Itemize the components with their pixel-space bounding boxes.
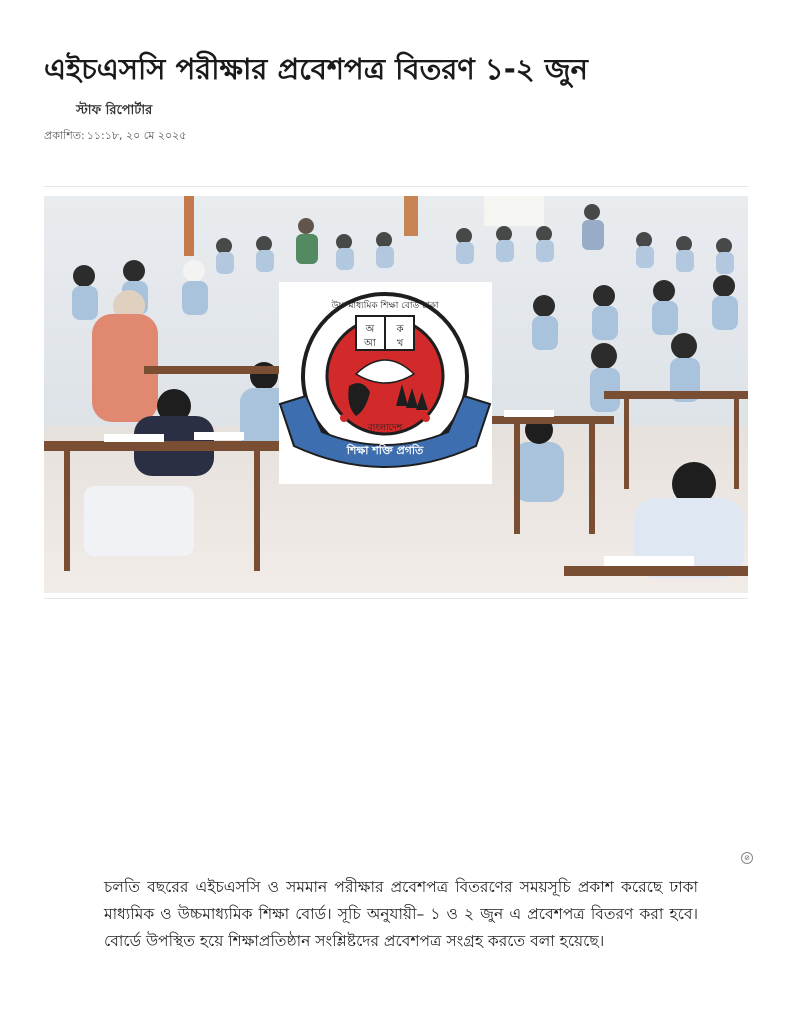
article-body: চলতি বছরের এইচএসসি ও সমমান পরীক্ষার প্রবেশপত্র বিতরণের সময়সূচি প্রকাশ করেছে ঢাকা মাধ্যমিক ও উচ্চমাধ্যমিক শিক্ষা বোর্ড। সূচি অনুযায়ী– ১ ও ২ জুন এ প্রবেশপত্র বিতরণ করা হবে। বোর্ডে উপস্থিত হয়ে শিক্ষাপ্রতিষ্ঠান সংশ্লিষ্টদের প্রবেশপত্র সংগ্রহ করতে বলা হয়েছে। <box>104 878 698 950</box>
byline <box>44 100 152 122</box>
adchoices-icon[interactable]: ⊘ <box>741 852 753 864</box>
ad-slot <box>44 610 748 850</box>
reporter-avatar-icon <box>44 100 66 122</box>
reporter-name[interactable]: স্টাফ রিপোর্টার <box>76 102 153 118</box>
article-headline: এইচএসসি পরীক্ষার প্রবেশপত্র বিতরণ ১-২ জুন <box>44 52 588 86</box>
logo-ring-text: উচ্চ মাধ্যমিক শিক্ষা বোর্ড ঢাকা <box>331 301 439 311</box>
logo-letter-3: আ <box>364 338 376 349</box>
divider <box>44 186 748 187</box>
exam-hall-photo <box>44 196 748 593</box>
published-value: ১১:১৮, ২০ মে ২০২৫ <box>86 129 187 142</box>
logo-letter-4: খ <box>396 338 404 349</box>
logo-letter-1: অ <box>365 324 375 335</box>
divider <box>44 598 748 599</box>
logo-country: বাংলাদেশ <box>367 423 403 433</box>
published-time <box>44 127 186 146</box>
logo-ribbon-text: শিক্ষা শক্তি প্রগতি <box>346 444 424 457</box>
logo-letter-2: ক <box>396 324 404 335</box>
lead-image[interactable] <box>44 196 748 593</box>
published-label: প্রকাশিত: <box>44 129 85 142</box>
